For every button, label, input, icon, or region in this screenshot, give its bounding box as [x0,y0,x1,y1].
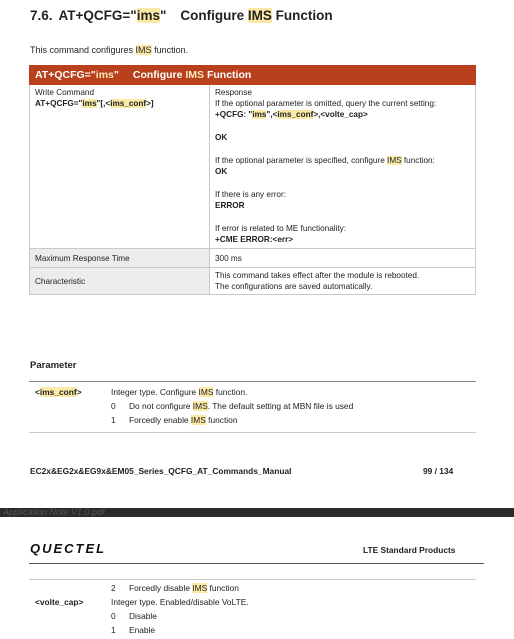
param-ims-conf-option-0: 0 Do not configure IMS. The default setting at MBN file is used [111,401,354,411]
product-line: LTE Standard Products [363,545,456,555]
response-line-query: If the optional parameter is omitted, query the current setting: [215,99,437,108]
table-row [30,85,476,249]
footer-page-number: 99 / 134 [423,466,454,476]
response-ok: OK [215,167,228,176]
write-command-cell [30,85,210,249]
param-volte-cap-name: <volte_cap> [35,597,84,607]
table-row [30,249,476,268]
param-ims-conf-name: <ims_conf> [35,387,82,397]
param-volte-cap-option-0: 0 Disable [111,611,157,621]
section-title: 7.6. AT+QCFG="ims" Configure IMS Function [30,8,333,23]
response-line-set: If the optional parameter is specified, configure IMS function: [215,156,435,165]
response-query-format: +QCFG: "ims",<ims_conf>,<volte_cap> [215,110,368,119]
table-header: AT+QCFG="ims" Configure IMS Function [30,66,476,85]
response-line-me-error: If error is related to ME functionality: [215,224,347,233]
characteristic-value: This command takes effect after the module is rebooted. The configurations are saved automatically. [210,268,476,295]
table-row [30,268,476,295]
param-ims-conf-option-1: 1 Forcedly enable IMS function [111,415,238,425]
divider [29,432,476,433]
response-ok: OK [215,133,228,142]
max-response-value: 300 ms [210,249,476,268]
param-volte-cap-option-1: 1 Enable [111,625,156,635]
param-ims-conf-option-2: 2 Forcedly disable IMS function [111,583,239,593]
characteristic-label: Characteristic [30,268,210,295]
response-label: Response [215,88,252,97]
divider [29,381,476,382]
section-number: 7.6. [30,8,53,23]
table-header-row [30,66,476,85]
response-cme-error: +CME ERROR:<err> [215,235,294,244]
max-response-label: Maximum Response Time [30,249,210,268]
response-error: ERROR [215,201,245,210]
param-volte-cap-desc: Integer type. Enabled/disable VoLTE. [111,597,249,607]
page-break-filename: Application Note V1.0.pdf [3,507,105,517]
response-line-error: If there is any error: [215,190,286,199]
footer-manual-name: EC2x&EG2x&EG9x&EM05_Series_QCFG_AT_Commands_Manual [30,466,292,476]
intro-text: This command configures IMS function. [30,45,189,55]
quectel-logo: QUECTEL [30,541,107,556]
param-ims-conf-desc: Integer type. Configure IMS function. [111,387,248,397]
parameter-title: Parameter [30,360,77,371]
response-cell [210,85,476,249]
divider [29,579,476,580]
command-table [29,65,476,295]
write-command-label: Write Command [35,88,94,97]
write-command-syntax: AT+QCFG="ims"[,<ims_conf>] [35,99,154,108]
divider [29,563,484,564]
